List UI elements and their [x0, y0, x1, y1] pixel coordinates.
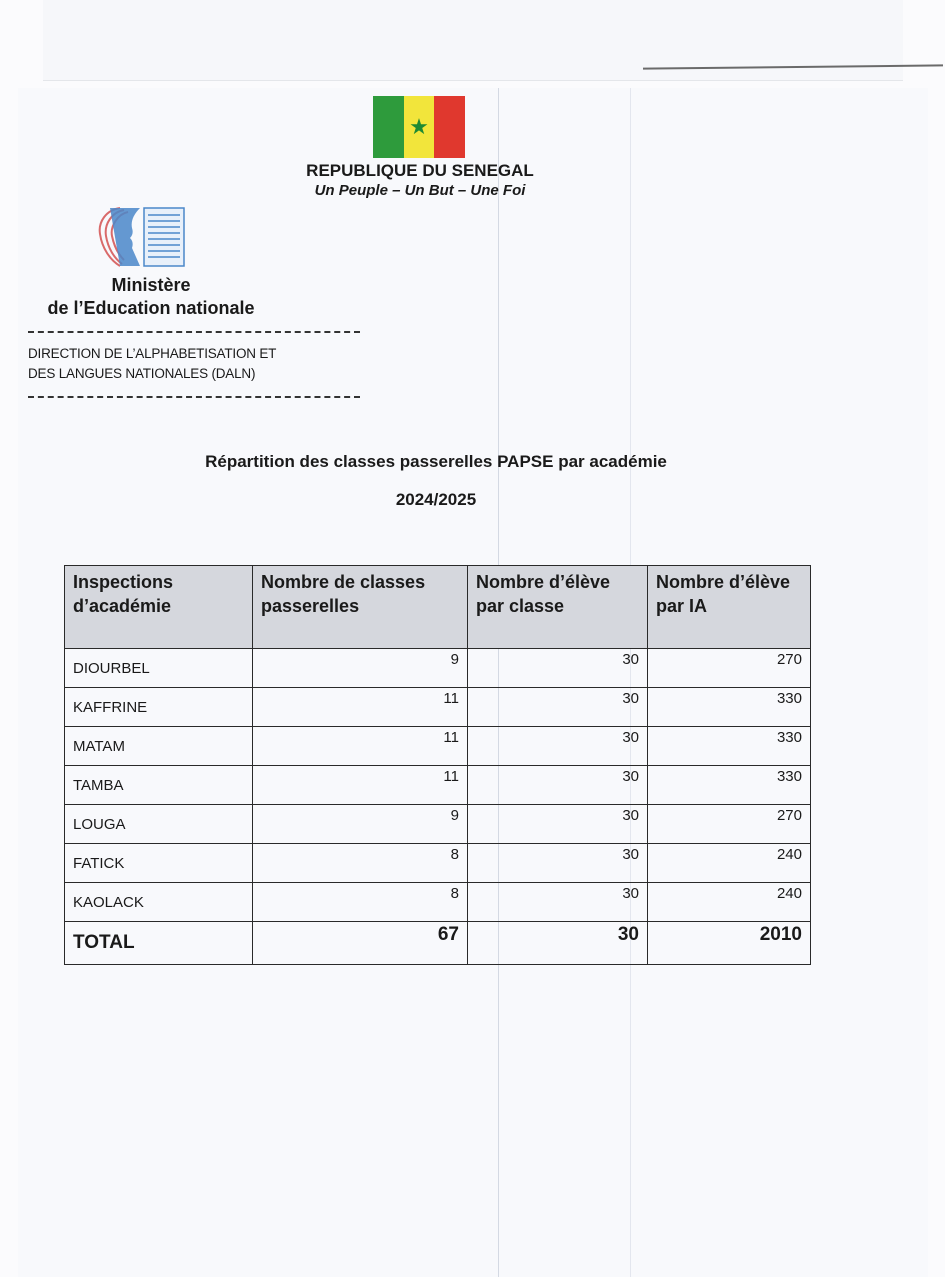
students-per-ia: 330 — [648, 766, 811, 805]
table-row — [65, 883, 811, 922]
students-per-class: 30 — [468, 688, 648, 727]
students-per-class: 30 — [468, 649, 648, 688]
students-per-ia: 330 — [648, 727, 811, 766]
classes-count: 8 — [253, 883, 468, 922]
table-row — [65, 727, 811, 766]
classes-count: 11 — [253, 688, 468, 727]
table-row — [65, 844, 811, 883]
students-per-ia: 240 — [648, 883, 811, 922]
national-motto: Un Peuple – Un But – Une Foi — [314, 182, 526, 199]
table-header-row — [65, 566, 811, 649]
distribution-table — [64, 565, 811, 965]
directorate-line1: DIRECTION DE L’ALPHABETISATION ET — [28, 346, 277, 361]
students-per-class: 30 — [468, 727, 648, 766]
divider — [28, 396, 360, 398]
previous-page-edge — [43, 0, 903, 81]
country-title: REPUBLIQUE DU SENEGAL — [306, 161, 534, 180]
column-header: Nombre d’élève par IA — [648, 566, 811, 649]
classes-count: 9 — [253, 649, 468, 688]
classes-count: 9 — [253, 805, 468, 844]
academy-name: TAMBA — [65, 766, 253, 805]
students-per-class: 30 — [468, 805, 648, 844]
classes-count: 11 — [253, 727, 468, 766]
students-per-class: 30 — [468, 766, 648, 805]
table-row — [65, 688, 811, 727]
document-year: 2024/2025 — [395, 490, 477, 509]
divider — [28, 331, 360, 333]
students-per-ia: 240 — [648, 844, 811, 883]
classes-count: 11 — [253, 766, 468, 805]
total-label: TOTAL — [65, 922, 253, 965]
senegal-flag-icon: ★ — [373, 96, 465, 158]
students-per-ia: 330 — [648, 688, 811, 727]
column-header: Nombre d’élève par classe — [468, 566, 648, 649]
academy-name: KAOLACK — [65, 883, 253, 922]
students-per-class: 30 — [468, 883, 648, 922]
students-per-ia: 270 — [648, 805, 811, 844]
directorate-line2: DES LANGUES NATIONALES (DALN) — [28, 366, 256, 381]
table-row — [65, 649, 811, 688]
column-header: Inspections d’académie — [65, 566, 253, 649]
academy-name: DIOURBEL — [65, 649, 253, 688]
ministry-name-line1: Ministère — [111, 275, 191, 295]
academy-name: LOUGA — [65, 805, 253, 844]
total-classes: 67 — [253, 922, 468, 965]
document-title: Répartition des classes passerelles PAPSE par académie — [205, 452, 667, 471]
students-per-ia: 270 — [648, 649, 811, 688]
total-per-ia: 2010 — [648, 922, 811, 965]
ministry-logo-icon — [90, 204, 190, 268]
table-row — [65, 766, 811, 805]
total-row — [65, 922, 811, 965]
students-per-class: 30 — [468, 844, 648, 883]
academy-name: MATAM — [65, 727, 253, 766]
table-row — [65, 805, 811, 844]
academy-name: KAFFRINE — [65, 688, 253, 727]
academy-name: FATICK — [65, 844, 253, 883]
column-header: Nombre de classes passerelles — [253, 566, 468, 649]
ministry-name-line2: de l’Education nationale — [47, 298, 255, 318]
classes-count: 8 — [253, 844, 468, 883]
total-per-class: 30 — [468, 922, 648, 965]
